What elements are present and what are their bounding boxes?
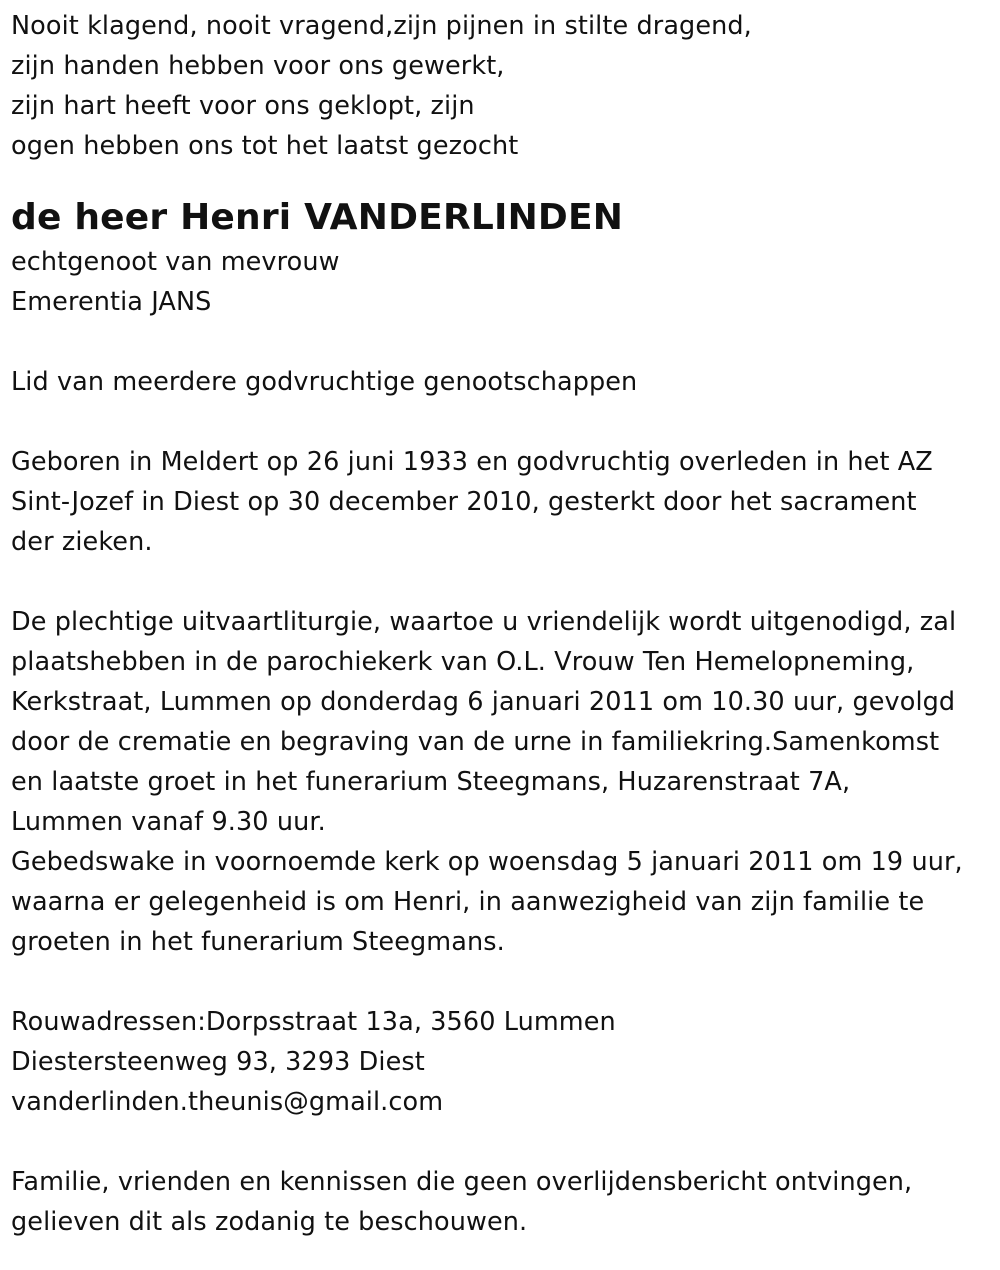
spacer <box>11 322 996 362</box>
birth-death-line: Geboren in Meldert op 26 juni 1933 en godvruchtig overleden in het AZ <box>11 447 933 477</box>
spacer <box>11 1122 996 1162</box>
deceased-name: de heer Henri VANDERLINDEN <box>11 197 624 238</box>
poem-section <box>11 6 996 166</box>
membership-line: Lid van meerdere godvruchtige genootschappen <box>11 367 638 397</box>
poem-line: ogen hebben ons tot het laatst gezocht <box>11 131 519 161</box>
spacer <box>11 562 996 602</box>
funeral-line: Gebedswake in voornoemde kerk op woensdag 5 januari 2011 om 19 uur, <box>11 847 963 877</box>
closing-line: gelieven dit als zodanig te beschouwen. <box>11 1207 528 1237</box>
spouse-section <box>11 242 996 322</box>
obituary-document <box>11 6 996 1242</box>
funeral-line: door de crematie en begraving van de urne in familiekring.Samenkomst <box>11 727 940 757</box>
birth-death-section <box>11 442 996 562</box>
birth-death-line: der zieken. <box>11 527 153 557</box>
poem-line: zijn hart heeft voor ons geklopt, zijn <box>11 91 475 121</box>
funeral-line: waarna er gelegenheid is om Henri, in aanwezigheid van zijn familie te <box>11 887 925 917</box>
closing-section <box>11 1162 996 1242</box>
email-address: vanderlinden.theunis@gmail.com <box>11 1087 444 1117</box>
address-line: Rouwadressen:Dorpsstraat 13a, 3560 Lummen <box>11 1007 616 1037</box>
address-line: Diestersteenweg 93, 3293 Diest <box>11 1047 425 1077</box>
addresses-section <box>11 1002 996 1122</box>
closing-line: Familie, vrienden en kennissen die geen overlijdensbericht ontvingen, <box>11 1167 913 1197</box>
funeral-line: De plechtige uitvaartliturgie, waartoe u vriendelijk wordt uitgenodigd, zal <box>11 607 957 637</box>
spacer <box>11 402 996 442</box>
funeral-line: groeten in het funerarium Steegmans. <box>11 927 505 957</box>
funeral-line: Lummen vanaf 9.30 uur. <box>11 807 326 837</box>
funeral-section <box>11 602 996 962</box>
spouse-line: echtgenoot van mevrouw <box>11 247 340 277</box>
funeral-line: plaatshebben in de parochiekerk van O.L. Vrouw Ten Hemelopneming, <box>11 647 915 677</box>
spouse-line: Emerentia JANS <box>11 287 212 317</box>
birth-death-line: Sint-Jozef in Diest op 30 december 2010, gesterkt door het sacrament <box>11 487 917 517</box>
poem-line: Nooit klagend, nooit vragend,zijn pijnen in stilte dragend, <box>11 11 752 41</box>
spacer <box>11 962 996 1002</box>
funeral-line: en laatste groet in het funerarium Steegmans, Huzarenstraat 7A, <box>11 767 851 797</box>
funeral-line: Kerkstraat, Lummen op donderdag 6 januari 2011 om 10.30 uur, gevolgd <box>11 687 956 717</box>
poem-line: zijn handen hebben voor ons gewerkt, <box>11 51 505 81</box>
